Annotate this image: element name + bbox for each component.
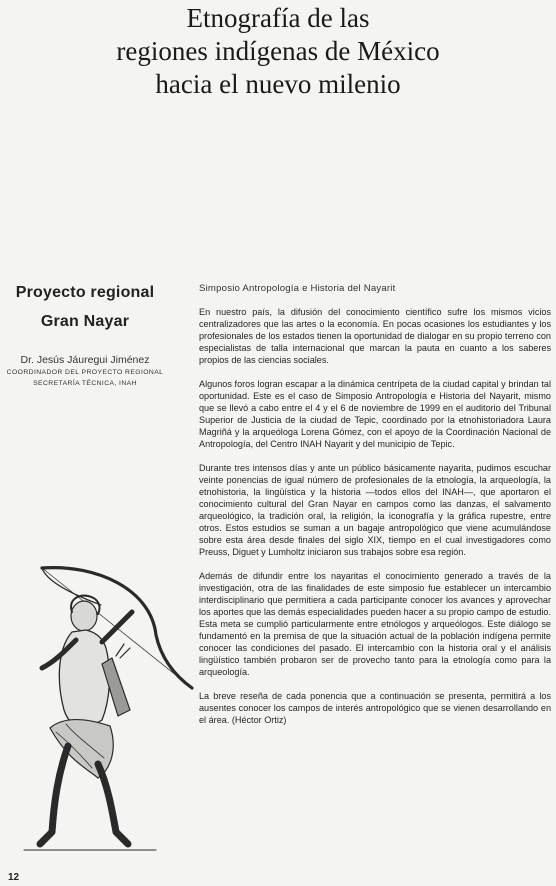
project-title-line-1: Proyecto regional: [15, 284, 155, 301]
article-paragraph-5: La breve reseña de cada ponencia que a continuación se presenta, permitirá a los ausentes conocer los campos de interés antropológico que se vienen desarrollando en el área. (Héctor Ortiz): [199, 691, 551, 725]
author-affiliation: [0, 367, 170, 389]
title-line-1: Etnografía de las: [186, 3, 370, 33]
archer-figure-engraving-icon: [6, 560, 196, 860]
title-line-2: regiones indígenas de México: [116, 36, 440, 66]
page-title: [0, 2, 556, 101]
title-line-3: hacia el nuevo milenio: [155, 69, 401, 99]
article-paragraph-2: Algunos foros logran escapar a la dinámica centrípeta de la ciudad capital y brindan tal oportunidad. Este es el caso de Simposio Antropología e Historia del Nayarit, mismo que se llevó a cabo entre el 4 y el 6 de noviembre de 1999 en el auditorio del Tribunal Superior de Justicia de la ciudad de Tepic, coordinado por la etnohistoriadora Laura Magriñá y la arqueóloga Lorena Gómez, con el apoyo de la Coordinación Nacional de Antropología, del Centro INAH Nayarit y del municipio de Tepic.: [199, 379, 551, 449]
section-heading: Simposio Antropología e Historia del Nayarit: [199, 283, 396, 294]
article: [199, 282, 551, 738]
project-title-line-2: Gran Nayar: [40, 313, 130, 330]
affiliation-line-1: COORDINADOR DEL PROYECTO REGIONAL: [6, 369, 164, 376]
article-paragraph-3: Durante tres intensos días y ante un público básicamente nayarita, pudimos escuchar veinte ponencias de igual número de profesionales de la etnología, la arqueología, la etnohistoria, la lingüística y la historia —todos ellos del INAH—, que aportaron el conocimiento cultural del Gran Nayar en campos como las danzas, el salvamento arqueológico, la tradición oral, la religión, la iconografía y la gráfica rupestre, entre otros. Estos estudios se suman a un bagaje antropológico que viene acumulándose sobre esta área desde finales del siglo XIX, tiempo en el cual investigadores como Preuss, Diguet y Lumholtz iniciaron sus trabajos sobre esa región.: [199, 463, 551, 557]
article-paragraph-4: Además de difundir entre los nayaritas el conocimiento generado a través de la investigación, otra de las finalidades de este simposio fue establecer un intercambio interdisciplinario que permitiera a cada participante conocer los avances y aprovechar los aportes que las demás especialidades pueden hacer a su propio campo de estudio. Esta meta se cumplió particularmente entre etnólogos y arqueólogos. Este diálogo se fundamentó en la premisa de que la situación actual de la población indígena permite conocer las condiciones del pasado. El intercambio con la historia oral y el análisis lingüístico también probaron ser de provecho tanto para la etnología como para la arqueología.: [199, 571, 551, 677]
author-name: Dr. Jesús Jáuregui Jiménez: [20, 354, 150, 366]
project-title: [0, 278, 170, 336]
article-paragraph-1: En nuestro país, la difusión del conocimiento científico sufre los mismos vicios centralizadores que las artes o la economía. En pocas ocasiones los estudiantes y los profesionales de los estados tienen la oportunidad de dialogar en su propio terreno con especialistas de talla internacional que marcan la pauta en cuanto a los saberes propios de las ciencias sociales.: [199, 307, 551, 365]
page-number: 12: [8, 872, 20, 883]
affiliation-line-2: SECRETARÍA TÉCNICA, INAH: [33, 380, 137, 387]
project-info: [0, 278, 170, 389]
